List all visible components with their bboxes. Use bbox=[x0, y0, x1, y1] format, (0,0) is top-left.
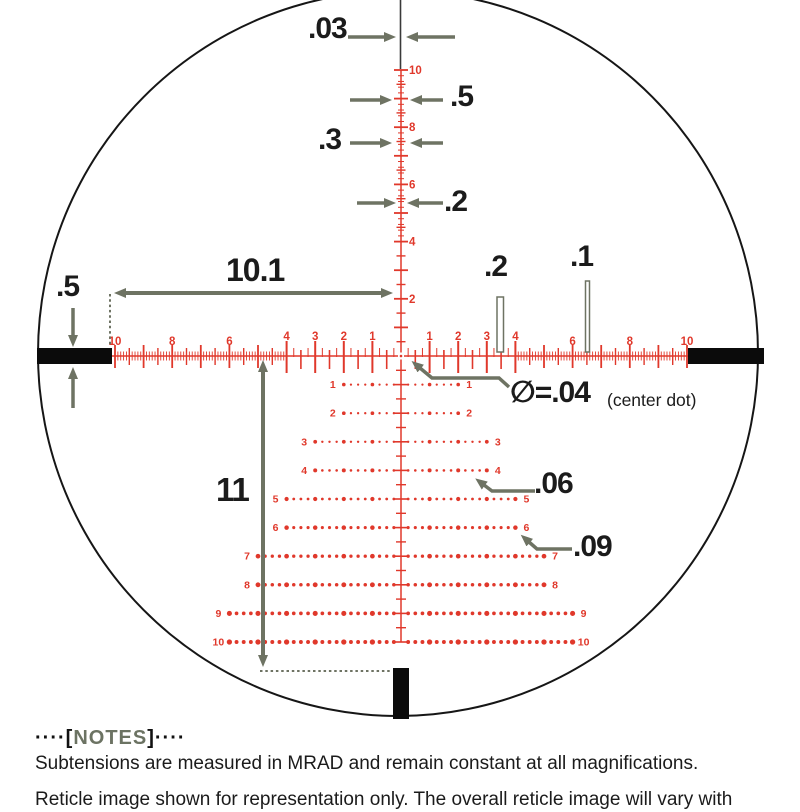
svg-text:8: 8 bbox=[244, 579, 250, 592]
svg-text:4: 4 bbox=[512, 331, 519, 343]
notes-line-2: Reticle image shown for representation only. The overall reticle image will vary with bbox=[35, 789, 733, 810]
scope-post-left bbox=[37, 348, 112, 364]
notes-dots-right: ···· bbox=[154, 727, 186, 749]
svg-text:2: 2 bbox=[466, 407, 473, 420]
svg-text:7: 7 bbox=[244, 550, 250, 563]
svg-text:8: 8 bbox=[168, 336, 176, 348]
svg-text:6: 6 bbox=[272, 522, 279, 535]
svg-text:6: 6 bbox=[409, 179, 416, 192]
svg-text:10: 10 bbox=[409, 65, 422, 77]
label-center-dot-sub: (center dot) bbox=[607, 390, 697, 410]
svg-text:9: 9 bbox=[580, 607, 587, 620]
svg-text:2: 2 bbox=[329, 407, 336, 420]
label-dot-09: .09 bbox=[573, 530, 612, 563]
svg-text:8: 8 bbox=[626, 336, 634, 348]
scope-post-right bbox=[688, 348, 764, 364]
svg-text:10: 10 bbox=[108, 336, 122, 348]
svg-text:3: 3 bbox=[301, 436, 308, 449]
scope-post-bottom bbox=[393, 668, 409, 719]
svg-text:2: 2 bbox=[409, 293, 416, 306]
svg-text:3: 3 bbox=[311, 331, 319, 343]
label-tick-width-3: .3 bbox=[318, 123, 342, 156]
svg-text:9: 9 bbox=[215, 607, 222, 620]
svg-text:2: 2 bbox=[340, 331, 348, 343]
label-dim-width: 10.1 bbox=[226, 252, 285, 288]
notes-bracket-close: ] bbox=[147, 727, 155, 749]
svg-text:1: 1 bbox=[466, 379, 473, 392]
svg-text:1: 1 bbox=[426, 331, 433, 343]
svg-text:1: 1 bbox=[369, 331, 376, 343]
notes-line-1: Subtensions are measured in MRAD and remain constant at all magnifications. bbox=[35, 753, 699, 774]
svg-text:4: 4 bbox=[301, 464, 308, 477]
label-tick-width-5: .5 bbox=[450, 80, 474, 113]
svg-text:2: 2 bbox=[454, 331, 462, 343]
label-post-01: .1 bbox=[570, 240, 594, 273]
svg-text:6: 6 bbox=[569, 336, 576, 348]
svg-text:10: 10 bbox=[577, 636, 590, 649]
svg-text:6: 6 bbox=[523, 522, 530, 535]
svg-text:5: 5 bbox=[272, 493, 279, 506]
svg-text:1: 1 bbox=[329, 379, 336, 392]
svg-text:10: 10 bbox=[212, 636, 225, 649]
label-center-dot: ∅=.04 bbox=[510, 376, 590, 409]
label-dot-06: .06 bbox=[534, 467, 573, 500]
svg-text:6: 6 bbox=[226, 336, 233, 348]
notes-header bbox=[35, 726, 186, 750]
label-dim-height: 11 bbox=[216, 471, 249, 508]
label-post-height: .5 bbox=[56, 270, 80, 303]
scope-circle-outline bbox=[37, 0, 759, 717]
label-post-02: .2 bbox=[484, 250, 508, 283]
svg-text:5: 5 bbox=[523, 493, 530, 506]
notes-dots-left: ···· bbox=[35, 727, 66, 749]
notes-bracket-open: [ bbox=[65, 727, 74, 749]
svg-text:3: 3 bbox=[483, 331, 491, 343]
label-line-width: .03 bbox=[308, 12, 347, 45]
svg-text:4: 4 bbox=[409, 236, 416, 249]
svg-text:10: 10 bbox=[680, 336, 694, 348]
svg-text:8: 8 bbox=[409, 122, 416, 135]
svg-text:3: 3 bbox=[494, 436, 501, 449]
svg-text:8: 8 bbox=[552, 579, 558, 592]
svg-text:4: 4 bbox=[494, 464, 501, 477]
svg-text:7: 7 bbox=[552, 550, 558, 563]
svg-text:4: 4 bbox=[283, 331, 290, 343]
notes-title: NOTES bbox=[73, 727, 148, 749]
label-tick-width-2: .2 bbox=[444, 185, 468, 218]
